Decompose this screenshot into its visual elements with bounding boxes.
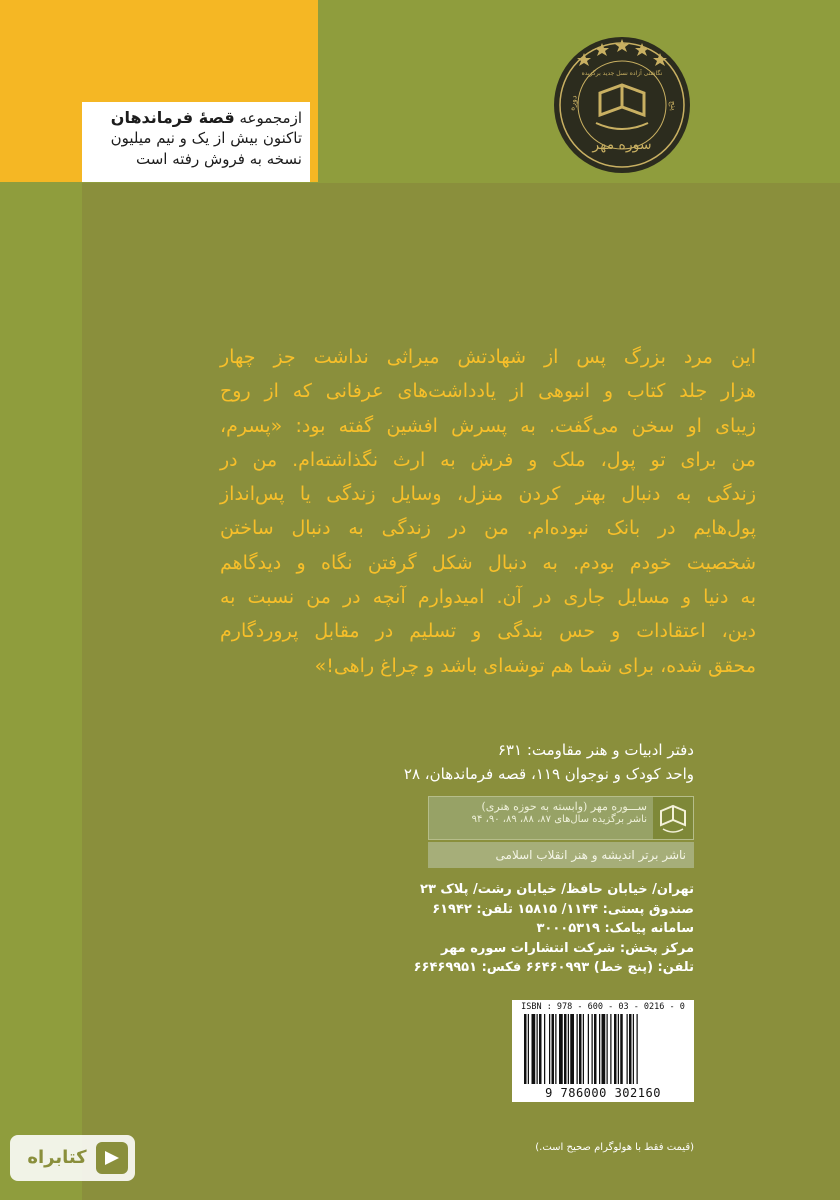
barcode-bar <box>564 1014 567 1084</box>
barcode-bar <box>583 1014 584 1084</box>
barcode-bar <box>607 1014 608 1084</box>
barcode-bar <box>627 1014 628 1084</box>
isbn-label: ISBN : 978 - 600 - 03 - 0216 - 0 <box>521 1002 685 1012</box>
barcode-bar <box>592 1014 593 1084</box>
barcode-bar <box>637 1014 638 1084</box>
address-line: تلفن: (پنج خط) ۶۶۴۶۰۹۹۳ فکس: ۶۶۴۶۹۹۵۱ <box>413 960 694 975</box>
barcode-bars <box>522 1014 684 1084</box>
address-line: سامانه پیامک: ۳۰۰۰۵۳۱۹ <box>536 921 694 936</box>
barcode-bar <box>610 1014 611 1084</box>
barcode-digits: 9 786000 302160 <box>545 1086 661 1100</box>
publisher-award: ناشر برتر اندیشه و هنر انقلاب اسلامی <box>428 842 694 868</box>
publisher-years: ناشر برگزیده سال‌های ۸۷، ۸۸، ۸۹، ۹۰، ۹۴ <box>471 814 647 825</box>
seal-label-left: دوره <box>567 94 579 112</box>
watermark-text: کتابراه <box>27 1147 87 1168</box>
publisher-badge <box>428 796 694 872</box>
barcode-bar <box>633 1014 634 1084</box>
isbn-barcode <box>512 1000 694 1102</box>
series-credits <box>300 738 694 786</box>
barcode-bar <box>629 1014 632 1084</box>
address-line: صندوق پستی: ۱۱۴۴/ ۱۵۸۱۵ تلفن: ۶۱۹۴۲ <box>432 901 694 917</box>
publisher-address <box>413 880 694 978</box>
sales-line-2: نسخه به فروش رفته است <box>135 150 302 168</box>
credit-line-1: دفتر ادبیات و هنر مقاومت: ۶۳۱ <box>497 741 694 759</box>
publisher-name: ســـوره مهر (وابسته به حوزه هنری) <box>481 800 647 813</box>
blurb-line: این مرد بزرگ پس از شهادتش میراثی نداشت جز چهار <box>220 346 756 368</box>
blurb-line: هزار جلد کتاب و انبوهی از یادداشت‌های عرفانی که از روح <box>220 380 756 403</box>
barcode-bar <box>555 1014 556 1084</box>
main-panel <box>82 183 840 1200</box>
ketabrah-watermark <box>10 1135 135 1181</box>
barcode-bar <box>524 1014 527 1084</box>
address-line: مرکز پخش: شرکت انتشارات سوره مهر <box>441 940 694 956</box>
barcode-bar <box>559 1014 563 1084</box>
blurb-line: دین، اعتقادات و حس بندگی و تسلیم در مقابل پروردگارم <box>220 620 756 643</box>
barcode-bar <box>602 1014 606 1084</box>
blurb-line: محقق شده، برای شما هم توشه‌ای باشد و چراغ راهی!» <box>314 654 756 677</box>
barcode-bar <box>577 1014 578 1084</box>
blurb-line: به دنیا و مسایل جاری در آن. امیدوارم آنچه در من نسبت به <box>220 586 756 609</box>
barcode-bar <box>532 1014 536 1084</box>
blurb-line: زیبای او سخن می‌گفت. به پسرش افشین گفته بود: «پسرم، <box>220 414 756 437</box>
barcode-bar <box>549 1014 550 1084</box>
credit-line-2: واحد کودک و نوجوان ۱۱۹، قصه فرماندهان، ۲۸ <box>403 765 694 783</box>
barcode-bar <box>620 1014 623 1084</box>
series-title-line <box>88 108 302 128</box>
barcode-bar <box>618 1014 619 1084</box>
barcode-bar <box>588 1014 589 1084</box>
seal-label-right: پنج <box>668 99 679 112</box>
barcode-bar <box>599 1014 600 1084</box>
blurb-paragraph <box>220 340 756 683</box>
price-note: (قیمت فقط با هولوگرام صحیح است.) <box>535 1142 694 1153</box>
blurb-line: من برای تو پول، ملک و فرش به ارث نگذاشته‌ام. من در <box>220 448 756 471</box>
barcode-bar <box>568 1014 569 1084</box>
series-name: قصهٔ فرماندهان <box>110 108 235 127</box>
sales-line-1: تاکنون بیش از یک و نیم میلیون <box>110 129 302 147</box>
barcode-bar <box>579 1014 582 1084</box>
publisher-seal-icon <box>552 35 692 175</box>
barcode-bar <box>594 1014 597 1084</box>
seal-name: سوره مهر <box>592 137 652 153</box>
series-prefix: ازمجموعه <box>239 109 302 127</box>
blurb-line: شخصیت خودم بودم. به دنبال شکل گرفتن نگاه و دیدگاهم <box>220 551 756 574</box>
series-tagline <box>82 102 314 182</box>
barcode-bar <box>544 1014 545 1084</box>
address-line: تهران/ خیابان حافظ/ خیابان رشت/ پلاک ۲۳ <box>420 882 694 897</box>
blurb-line: زندگی به دنبال بهتر کردن منزل، وسایل زندگی یا پس‌انداز <box>220 483 756 506</box>
barcode-bar <box>539 1014 542 1084</box>
barcode-bar <box>570 1014 574 1084</box>
ketabrah-logo-icon <box>95 1141 129 1175</box>
sooreh-mehr-logo-icon <box>653 797 693 839</box>
blurb-line: پول‌هایم در بانک نبوده‌ام. من در زندگی به دنبال ساختن <box>220 517 756 540</box>
barcode-bar <box>537 1014 538 1084</box>
publisher-info-box <box>428 796 694 840</box>
barcode-bar <box>552 1014 555 1084</box>
barcode-bar <box>528 1014 529 1084</box>
barcode-bar <box>614 1014 617 1084</box>
seal-ring-text: نگاشتی آزاده نسل جدید برگزیده <box>581 70 663 77</box>
